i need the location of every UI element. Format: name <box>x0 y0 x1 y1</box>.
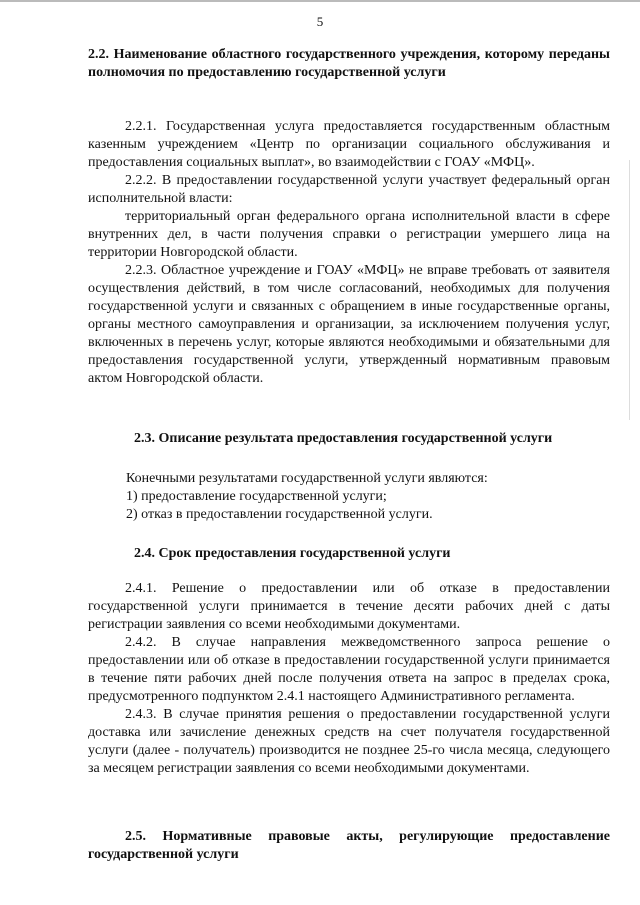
paragraph-2-4-2: 2.4.2. В случае направления межведомственного запроса решение о предоставлении или об отказе в предоставлении государственной услуги принимается в течение пяти рабочих дней после получения ответа на запрос в пределах срока, предусмотренного подпунктом 2.4.1 настоящего Административного регламента. <box>88 635 610 704</box>
paragraph-2-3-intro: Конечными результатами государственной услуги являются: <box>126 471 488 486</box>
paragraph-2-2-2-item: территориальный орган федерального органа исполнительной власти в сфере внутренних дел, в части получения справки о регистрации умершего лица на территории Новгородской области. <box>88 209 610 260</box>
scan-edge-top <box>0 0 640 2</box>
section-2-3-body <box>126 470 610 524</box>
scan-edge-right <box>629 160 630 420</box>
paragraph-2-3-item-2: 2) отказ в предоставлении государственной услуги. <box>126 507 433 522</box>
paragraph-2-2-3: 2.2.3. Областное учреждение и ГОАУ «МФЦ» не вправе требовать от заявителя осуществления действий, в том числе согласований, необходимых для получения государственной услуги и связанных с обращением в иные государственные органы, органы местного самоуправления и организации, за исключением получения услуг, включенных в перечень услуг, которые являются необходимыми и обязательными для предоставления государственной услуги, утвержденный нормативным правовым актом Новгородской области. <box>88 263 610 386</box>
paragraph-2-2-1: 2.2.1. Государственная услуга предоставляется государственным областным казенным учреждением «Центр по организации социального обслуживания и предоставления социальных выплат», во взаимодействии с ГОАУ «МФЦ». <box>88 119 610 170</box>
section-2-5-heading <box>88 828 610 864</box>
paragraph-2-4-1: 2.4.1. Решение о предоставлении или об отказе в предоставлении государственной услуги принимается в течение десяти рабочих дней с даты регистрации заявления со всеми необходимыми документами. <box>88 581 610 632</box>
section-2-4-heading: 2.4. Срок предоставления государственной услуги <box>134 546 451 561</box>
section-2-4-body <box>88 580 610 778</box>
section-2-2-body <box>88 118 610 388</box>
page-number: 5 <box>316 14 324 29</box>
paragraph-2-3-item-1: 1) предоставление государственной услуги; <box>126 489 387 504</box>
section-2-3-heading: 2.3. Описание результата предоставления государственной услуги <box>134 431 553 446</box>
paragraph-2-2-2: 2.2.2. В предоставлении государственной услуги участвует федеральный орган исполнительной власти: <box>88 173 610 206</box>
section-2-5-heading-text: 2.5. Нормативные правовые акты, регулирующие предоставление государственной услуги <box>88 829 610 862</box>
paragraph-2-4-3: 2.4.3. В случае принятия решения о предоставлении государственной услуги доставка или зачисление денежных средств на счет получателя государственной услуги (далее - получатель) производится не позднее 25-го числа месяца, следующего за месяцем регистрации заявления со всеми необходимыми документами. <box>88 707 610 776</box>
section-2-2-heading: 2.2. Наименование областного государственного учреждения, которому переданы полномочия по предоставлению государственной услуги <box>88 47 610 80</box>
